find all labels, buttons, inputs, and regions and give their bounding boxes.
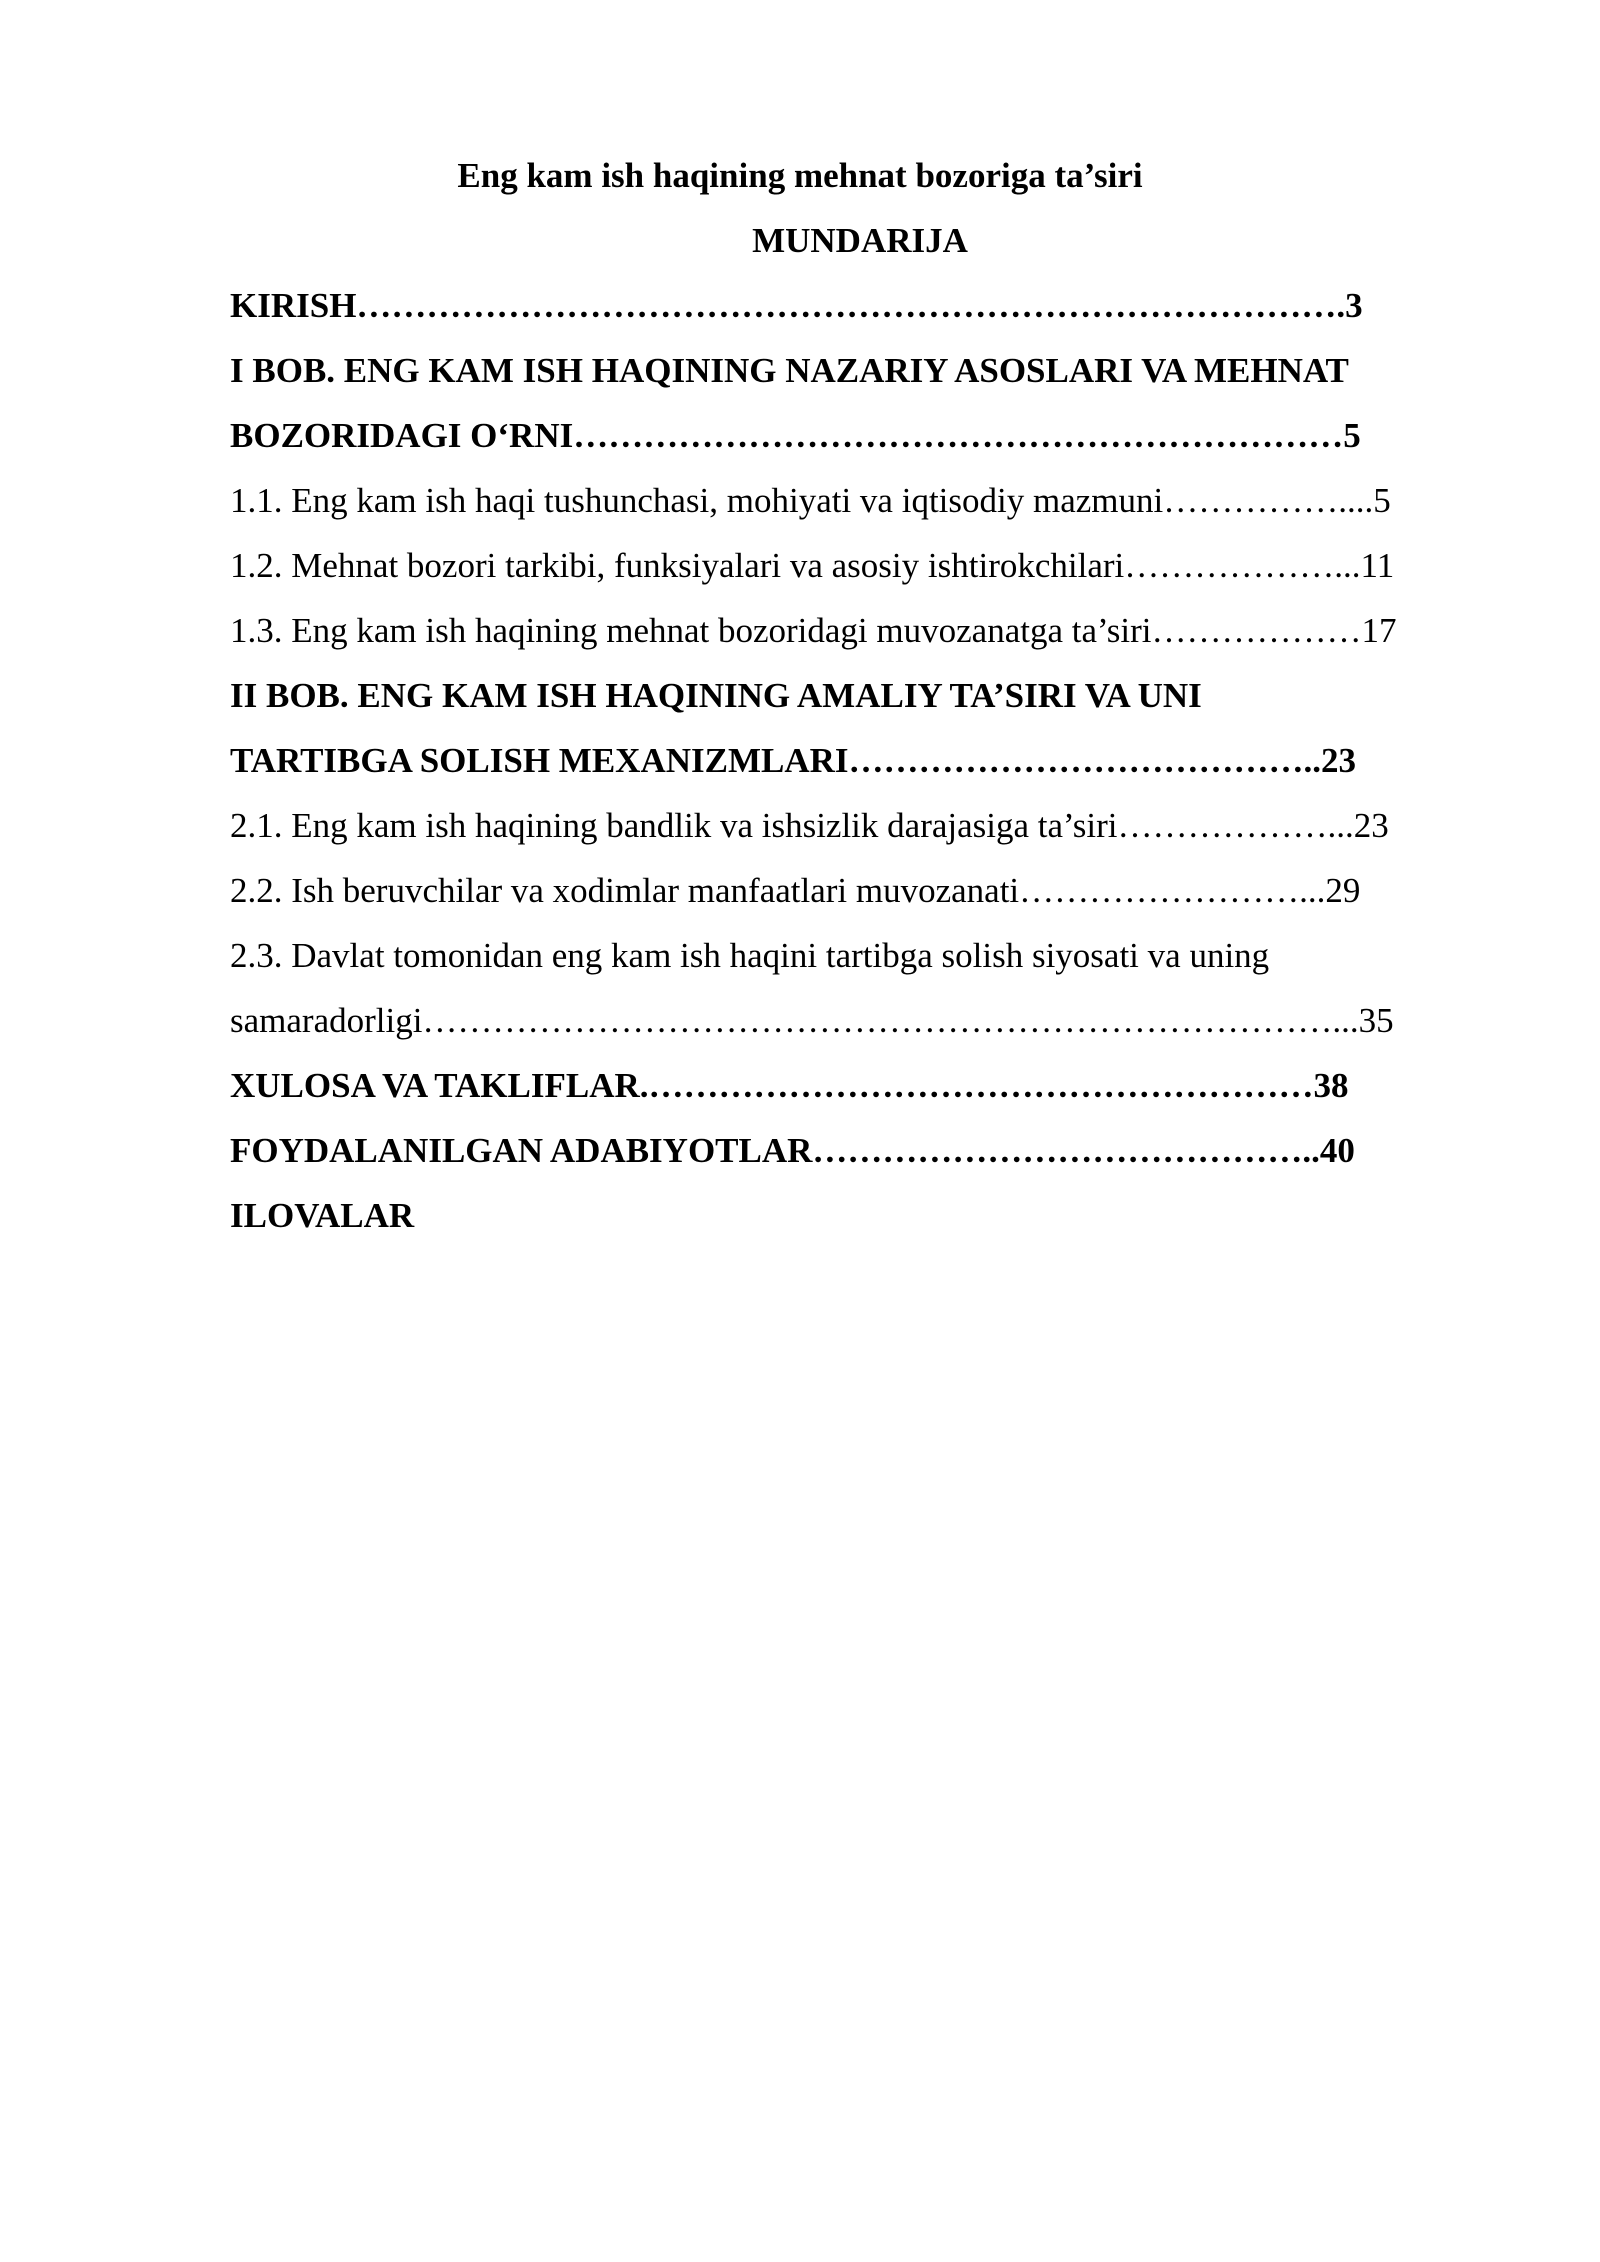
toc-entry: 2.1. Eng kam ish haqining bandlik va ishsizlik darajasiga ta’siri………………...23 [230,806,1389,845]
toc-entry: samaradorligi……………………………………………………………………...35 [230,1001,1394,1040]
table-of-contents [230,280,1490,1255]
toc-heading: MUNDARIJA [752,221,968,260]
toc-entry: ILOVALAR [230,1196,415,1235]
toc-entry: 1.2. Mehnat bozori tarkibi, funksiyalari va asosiy ishtirokchilari………………...11 [230,546,1395,585]
toc-entry: XULOSA VA TAKLIFLAR.…………………………………………………38 [230,1066,1349,1105]
document-title: Eng kam ish haqining mehnat bozoriga ta’siri [457,156,1143,195]
toc-entry: 2.2. Ish beruvchilar va xodimlar manfaatlari muvozanati……………………...29 [230,871,1361,910]
toc-entry: KIRISH………………………………………………………………………….3 [230,286,1363,325]
toc-entry: 1.1. Eng kam ish haqi tushunchasi, mohiyati va iqtisodiy mazmuni……………....5 [230,481,1391,520]
toc-entry: 1.3. Eng kam ish haqining mehnat bozoridagi muvozanatga ta’siri………………17 [230,611,1397,650]
toc-entry: BOZORIDAGI O‘RNI…………………………………………………………5 [230,416,1361,455]
toc-entry: II BOB. ENG KAM ISH HAQINING AMALIY TA’SIRI VA UNI [230,676,1202,715]
toc-entry: TARTIBGA SOLISH MEXANIZMLARI…………………………………..23 [230,741,1357,780]
toc-entry: FOYDALANILGAN ADABIYOTLAR……………………………………..40 [230,1131,1355,1170]
toc-entry: I BOB. ENG KAM ISH HAQINING NAZARIY ASOSLARI VA MEHNAT [230,351,1349,390]
toc-entry: 2.3. Davlat tomonidan eng kam ish haqini tartibga solish siyosati va uning [230,936,1270,975]
